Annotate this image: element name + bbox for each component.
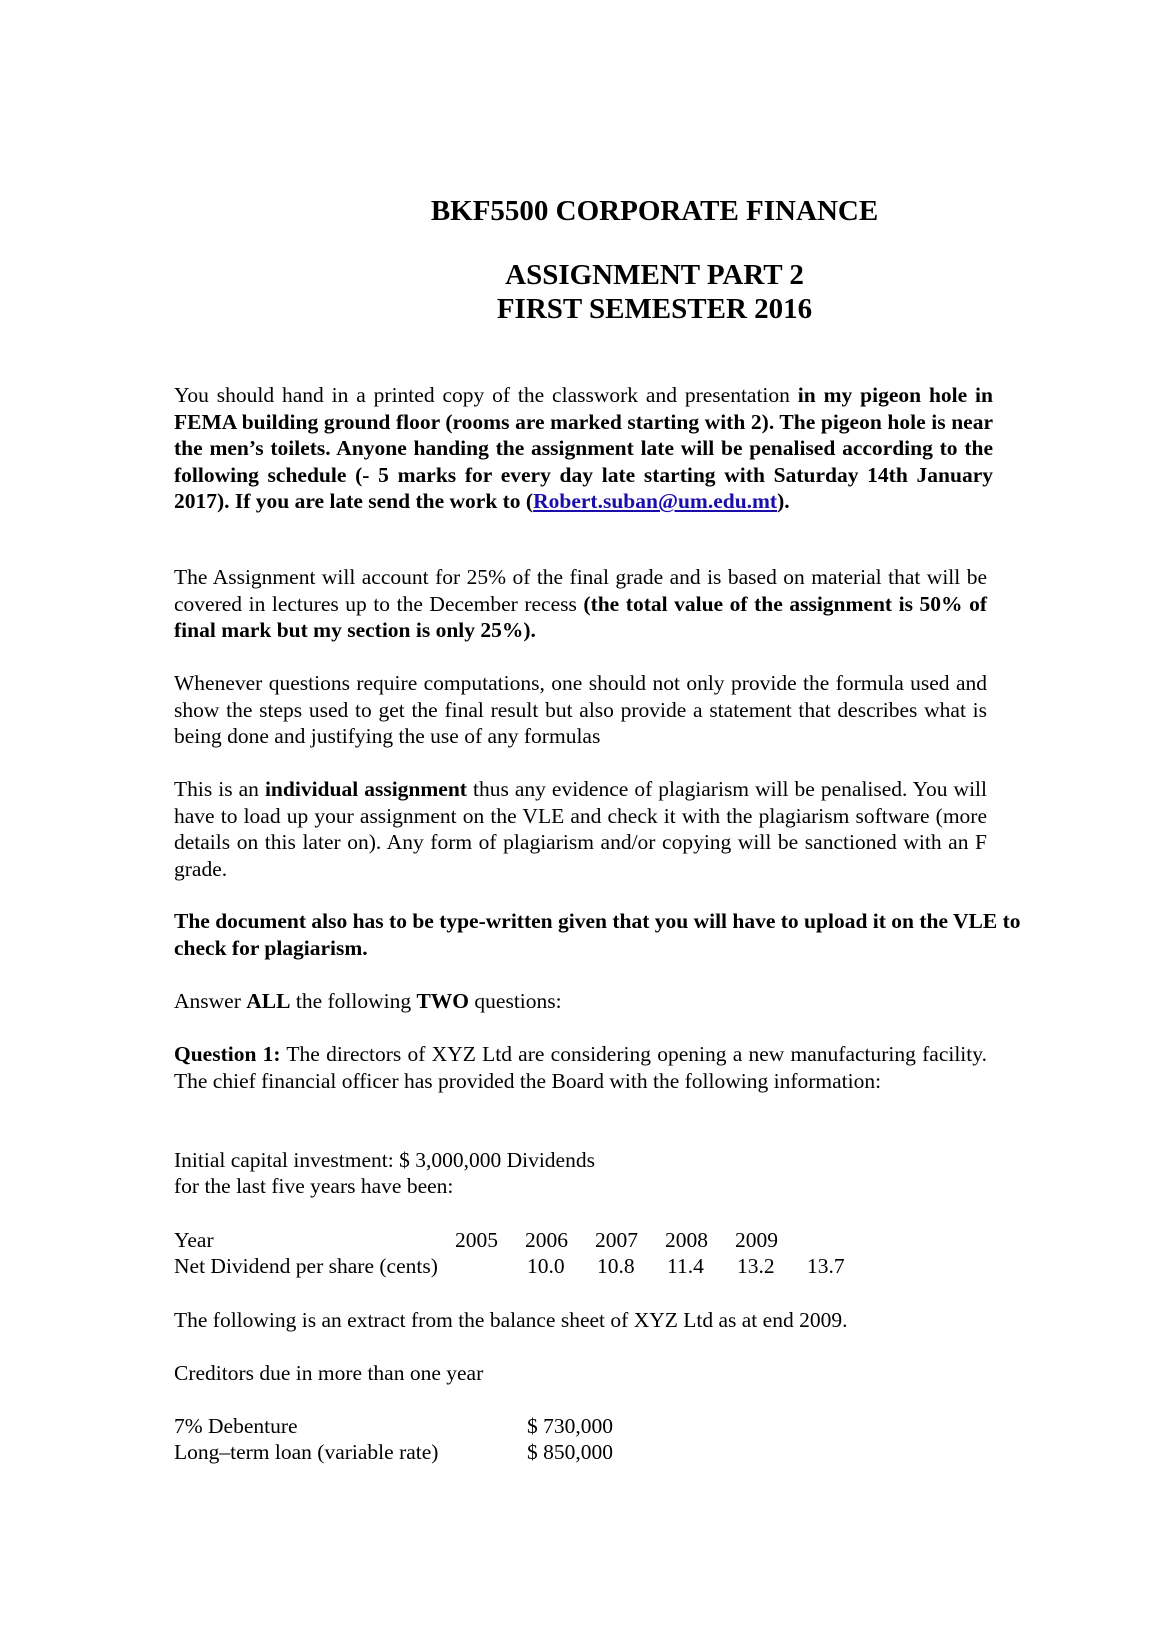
answer-instruction bbox=[174, 988, 991, 1015]
year-row bbox=[174, 1227, 874, 1253]
assignment-part-title: ASSIGNMENT PART 2 bbox=[505, 259, 804, 291]
submission-text: You should hand in a printed copy of the classwork and presentation bbox=[174, 383, 798, 407]
weighting-text: The Assignment will account for 25% of the final grade and is based on material that will be covered in lectures up to the December recess bbox=[174, 565, 987, 616]
question-1-label: Question 1: bbox=[174, 1042, 281, 1066]
creditor-row bbox=[174, 1439, 674, 1465]
year-label: Year bbox=[174, 1228, 214, 1252]
plagiarism-text-b: thus any evidence of plagiarism will be penalised. You will have to load up your assignment on the VLE and check it with the plagiarism software (more details on this later on). Any form of plagiarism and/or copying will be sanctioned with an F grade. bbox=[174, 777, 988, 881]
type-written-notice bbox=[174, 908, 1024, 961]
answer-text-b: the following bbox=[290, 989, 417, 1013]
year-cell: 2008 bbox=[665, 1228, 708, 1252]
submission-bold-text: in my pigeon hole in FEMA building ground floor (rooms are marked starting with 2). The pigeon hole is near the men’s toilets. Anyone handing the assignment late will be penalised according to the following schedule (- 5 marks for every day late starting with Saturday 14th January 2017). If you are late send the work to ( bbox=[174, 383, 993, 513]
weighting-bold-text: (the total value of the assignment is 50% of final mark but my section is only 25%). bbox=[174, 591, 987, 642]
creditor-label: Long–term loan (variable rate) bbox=[174, 1440, 439, 1464]
dividend-label: Net Dividend per share (cents) bbox=[174, 1254, 438, 1278]
type-written-bold: The document also has to be type-written given that you will have to upload it on the VLE to check for plagiarism. bbox=[174, 909, 1021, 960]
question-1-text: The directors of XYZ Ltd are considering opening a new manufacturing facility. The chief financial officer has provided the Board with the following information: bbox=[174, 1042, 987, 1093]
individual-assignment-bold: individual assignment bbox=[264, 777, 467, 801]
dividend-cell: 10.0 bbox=[527, 1254, 565, 1278]
creditors-heading: Creditors due in more than one year bbox=[174, 1361, 484, 1385]
email-link[interactable]: Robert.suban@um.edu.mt bbox=[533, 489, 778, 513]
dividend-cell: 13.7 bbox=[807, 1254, 845, 1278]
answer-text-a: Answer bbox=[174, 989, 247, 1013]
investment-line-1: Initial capital investment: $ 3,000,000 Dividends bbox=[174, 1148, 595, 1172]
dividend-cell: 13.2 bbox=[737, 1254, 775, 1278]
submission-end: ). bbox=[777, 489, 790, 513]
creditor-label: 7% Debenture bbox=[174, 1414, 298, 1438]
answer-two-bold: TWO bbox=[416, 989, 470, 1013]
submission-paragraph bbox=[174, 382, 993, 515]
answer-text-c: questions: bbox=[469, 989, 562, 1013]
creditor-value: $ 730,000 bbox=[527, 1414, 613, 1438]
weighting-paragraph bbox=[174, 564, 987, 644]
balance-sheet-intro: The following is an extract from the balance sheet of XYZ Ltd as at end 2009. bbox=[174, 1308, 848, 1332]
semester-title: FIRST SEMESTER 2016 bbox=[496, 293, 813, 325]
creditor-value: $ 850,000 bbox=[527, 1440, 613, 1464]
plagiarism-paragraph bbox=[174, 776, 987, 882]
year-cell: 2009 bbox=[735, 1228, 778, 1252]
dividend-row bbox=[174, 1253, 874, 1279]
year-cell: 2005 bbox=[455, 1228, 498, 1252]
dividend-cell: 10.8 bbox=[597, 1254, 635, 1278]
year-cell: 2007 bbox=[595, 1228, 638, 1252]
question-1-paragraph bbox=[174, 1041, 987, 1094]
dividend-cell: 11.4 bbox=[667, 1254, 704, 1278]
plagiarism-text-a: This is an bbox=[174, 777, 265, 801]
creditor-row bbox=[174, 1413, 674, 1439]
investment-line-2: for the last five years have been: bbox=[174, 1174, 454, 1198]
year-cell: 2006 bbox=[525, 1228, 568, 1252]
computation-paragraph: Whenever questions require computations, one should not only provide the formula used and show the steps used to get the final result but also provide a statement that describes what is being done and justifying the use of any formulas bbox=[174, 671, 987, 748]
answer-all-bold: ALL bbox=[246, 989, 291, 1013]
course-title: BKF5500 CORPORATE FINANCE bbox=[430, 195, 879, 227]
